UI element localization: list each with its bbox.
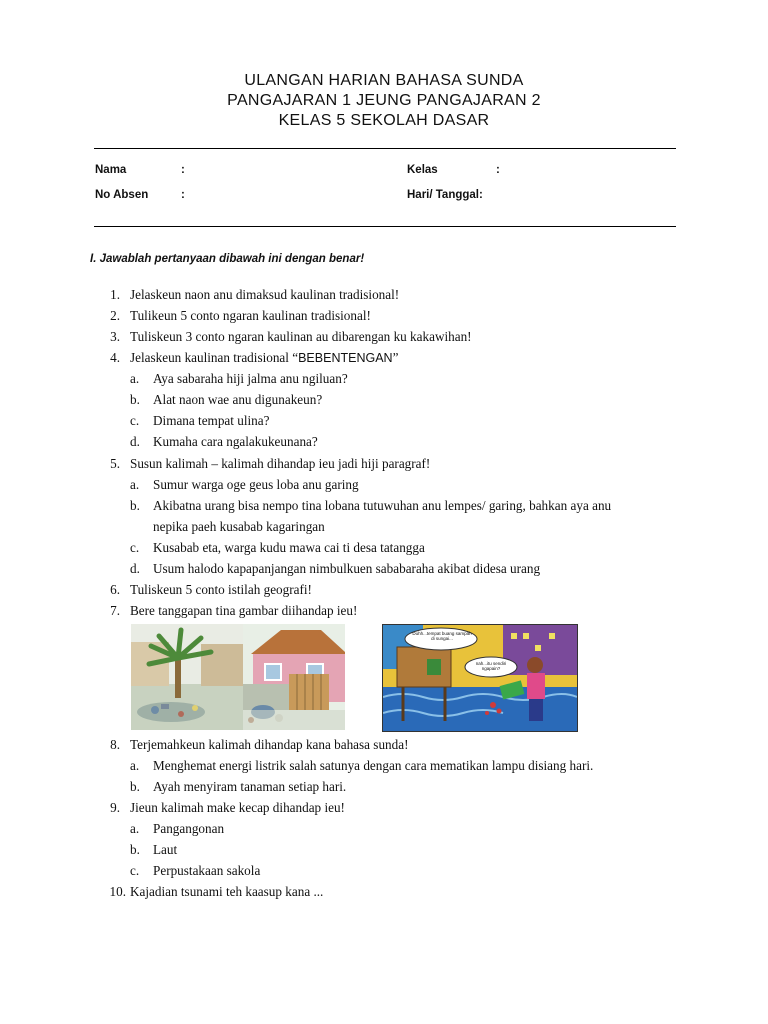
q1-number: 1. [110,287,120,302]
q8a-text: Menghemat energi listrik salah satunya dengan cara mematikan lampu disiang hari. [153,758,594,773]
header-divider-bottom [94,226,676,227]
q4-number: 4. [110,350,120,365]
q4a-letter: a. [130,371,140,386]
pollution-scene-svg [131,624,345,730]
cartoon-river-dumping-image [382,624,578,732]
header-divider-top [94,148,676,149]
q4c-text: Dimana tempat ulina? [153,413,270,428]
q9b-text: Laut [153,842,178,857]
q2-number: 2. [110,308,120,323]
q5-text: Susun kalimah – kalimah dihandap ieu jadi hiji paragraf! [130,456,431,471]
q5a-text: Sumur warga oge geus loba anu garing [153,477,359,492]
q4-text-main: Jelaskeun kaulinan tradisional “ [130,350,299,365]
q8b-text: Ayah menyiram tanaman setiap hari. [153,779,347,794]
q5b-text-line2: nepika paeh kusabab kagaringan [153,519,325,534]
q2-text: Tulikeun 5 conto ngaran kaulinan tradisional! [130,308,371,323]
colon-no-absen: : [181,189,185,201]
q7-text: Bere tanggapan tina gambar diihandap ieu! [130,603,358,618]
q5a-letter: a. [130,477,140,492]
q4b-letter: b. [130,392,140,407]
q10-number: 10. [109,884,126,899]
q4d-letter: d. [130,434,140,449]
q8b-letter: b. [130,779,140,794]
label-no-absen: No Absen [95,189,149,201]
q9b-letter: b. [130,842,140,857]
q5b-text-line1: Akibatna urang bisa nempo tina lobana tutuwuhan anu lempes/ garing, bahkan aya anu [153,498,612,513]
label-nama: Nama [95,164,127,176]
q5-number: 5. [110,456,120,471]
exam-title-line1: ULANGAN HARIAN BAHASA SUNDA [244,72,524,89]
q9a-text: Pangangonan [153,821,225,836]
q5b-letter: b. [130,498,140,513]
label-hari-tanggal: Hari/ Tanggal: [407,189,483,201]
q6-text: Tuliskeun 5 conto istilah geografi! [130,582,312,597]
q4b-text: Alat naon wae anu digunakeun? [153,392,323,407]
q5d-letter: d. [130,561,140,576]
q9c-text: Perpustakaan sakola [153,863,261,878]
exam-title-line2: PANGAJARAN 1 JEUNG PANGAJARAN 2 [227,92,541,109]
pollution-scene-image [131,624,345,730]
cartoon-bubble-1: Duhh...tempat buang sampah di sungai... [412,631,472,641]
q9a-letter: a. [130,821,140,836]
q3-text: Tuliskeun 3 conto ngaran kaulinan au dibarengan ku kakawihan! [130,329,472,344]
label-kelas: Kelas [407,164,438,176]
q4a-text: Aya sabaraha hiji jalma anu ngiluan? [153,371,348,386]
q4-highlight: BEBENTENGAN [298,351,393,365]
q5c-letter: c. [130,540,140,555]
q10-text: Kajadian tsunami teh kaasup kana ... [130,884,324,899]
q7-number: 7. [110,603,120,618]
exam-title-line3: KELAS 5 SEKOLAH DASAR [278,112,490,129]
q8-text: Terjemahkeun kalimah dihandap kana bahasa sunda! [130,737,409,752]
q4c-letter: c. [130,413,140,428]
q5d-text: Usum halodo kapapanjangan nimbulkuen sababaraha akibat didesa urang [153,561,541,576]
cartoon-bubble-2: nah...itu sendiri ngapain? [475,661,507,671]
q4d-text: Kumaha cara ngalakukeunana? [153,434,318,449]
q9-text: Jieun kalimah make kecap dihandap ieu! [130,800,345,815]
q9-number: 9. [110,800,120,815]
q3-number: 3. [110,329,120,344]
colon-kelas: : [496,164,500,176]
q5c-text: Kusabab eta, warga kudu mawa cai ti desa tatangga [153,540,425,555]
q8-number: 8. [110,737,120,752]
colon-nama: : [181,164,185,176]
q8a-letter: a. [130,758,140,773]
q9c-letter: c. [130,863,140,878]
q4-text-end: ” [392,350,399,365]
q1-text: Jelaskeun naon anu dimaksud kaulinan tradisional! [130,287,400,302]
q6-number: 6. [110,582,120,597]
q4-text [130,350,398,366]
instruction-heading: I. Jawablah pertanyaan dibawah ini dengan benar! [90,253,365,265]
